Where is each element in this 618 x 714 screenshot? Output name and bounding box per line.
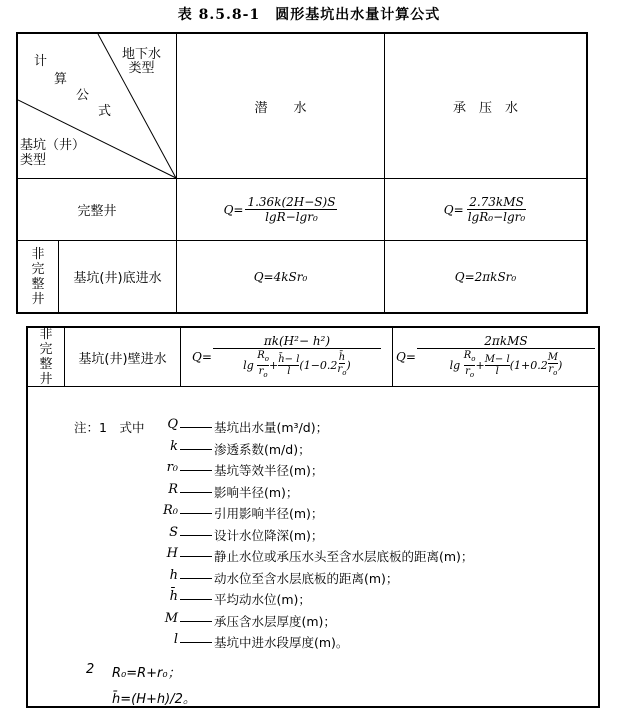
formula-wall-phreatic: Q= πk(H²− h²) lg $R_o$ $r_o$ + h̄− l l (1−0.2 h̄ $r_o$ ) xyxy=(181,328,392,386)
row-wall-inflow: 基坑(井)壁进水 xyxy=(78,351,167,367)
formula-denominator: lgR₀−lgr₀ xyxy=(467,210,526,224)
note-dash xyxy=(180,535,212,536)
note-description: 动水位至含水层底板的距离(m)； xyxy=(214,570,399,586)
row-incomplete-well-label-2 xyxy=(28,328,64,386)
header-calc-2: 算 xyxy=(54,72,68,87)
col-phreatic: 潜 水 xyxy=(254,100,307,116)
note-dash xyxy=(180,427,212,428)
note-dash xyxy=(180,621,212,622)
formula-numerator: 1.36k(2H−S)S xyxy=(247,195,336,209)
note-description: 静止水位或承压水头至含水层底板的距离(m)； xyxy=(214,549,474,564)
col-confined: 承 压 水 xyxy=(452,100,518,116)
note-symbol: r₀ xyxy=(166,460,178,475)
note-description: 基坑中进水段厚度(m)。 xyxy=(214,635,349,650)
incomplete-well-text: 非 完 整 井 xyxy=(39,327,53,387)
formula-numerator: 2πkMS xyxy=(417,334,595,349)
note-symbol: R xyxy=(168,481,178,497)
note-dash xyxy=(180,492,212,493)
note-dash xyxy=(180,513,212,514)
note-symbol: R₀ xyxy=(163,503,178,518)
note-description: 影响半径(m)； xyxy=(214,484,299,500)
row-bottom-inflow: 基坑(井)底进水 xyxy=(73,271,162,286)
formula-bottom-phreatic: Q=4kSr₀ xyxy=(253,269,308,284)
note-symbol: h̄ xyxy=(169,589,178,604)
formula-table-upper xyxy=(16,32,588,314)
row-complete-well: 完整井 xyxy=(77,204,117,219)
note-symbol: Q xyxy=(167,417,178,432)
note-description: 设计水位降深(m)； xyxy=(214,527,324,543)
note-symbol: k xyxy=(170,438,178,454)
note-symbol: M xyxy=(164,610,178,626)
note-symbol: S xyxy=(169,524,178,540)
formula-numerator: 2.73kMS xyxy=(469,195,524,209)
notes-intro: 注：1 式中 xyxy=(74,420,145,435)
note2-line1: R₀=R+r₀； xyxy=(112,666,181,681)
table-title: 表 8.5.8-1 圆形基坑出水量计算公式 xyxy=(177,7,441,23)
header-groundwater-type: 地下水 类型 xyxy=(122,47,162,76)
formula-wall-confined: Q= 2πkMS lg $R_o$ $r_o$ + M− l l (1+0.2 M $r_o$ ) xyxy=(393,328,598,386)
row-incomplete-well-label xyxy=(18,241,58,312)
formula-numerator: πk(H²− h²) xyxy=(213,334,381,349)
header-pit-type: 基坑（井） 类型 xyxy=(20,138,86,168)
note-description: 渗透系数(m/d)； xyxy=(214,441,311,457)
note-dash xyxy=(180,578,212,579)
note2-line2: h̄=(H+h)/2。 xyxy=(112,692,196,707)
formula-denominator: lg $R_o$ $r_o$ + M− l l (1+0.2 M $r_o$ ) xyxy=(449,349,563,379)
note-symbol: H xyxy=(166,546,178,561)
header-calc-4: 式 xyxy=(98,104,112,119)
note-description: 基坑出水量(m³/d)； xyxy=(214,420,329,435)
note2-number: 2 xyxy=(86,662,95,677)
note-dash xyxy=(180,642,212,643)
note-dash xyxy=(180,599,212,600)
note-description: 引用影响半径(m)； xyxy=(214,506,324,521)
note-symbol: l xyxy=(173,632,178,647)
formula-complete-phreatic: Q= $\frac{1.36k(2H-S)S}{\text{lgR−lgr₀}}$ xyxy=(223,195,336,224)
note-description: 平均动水位(m)； xyxy=(214,592,311,607)
header-calc-1: 计 xyxy=(34,54,48,69)
note-dash xyxy=(180,556,212,557)
formula-denominator: lg $R_o$ $r_o$ + h̄− l l (1−0.2 h̄ $r_o$ ) xyxy=(243,349,351,379)
note-symbol: h xyxy=(169,567,178,583)
formula-complete-confined: Q= 2.73kMS lgR₀−lgr₀ xyxy=(443,195,526,224)
note-dash xyxy=(180,470,212,471)
header-calc-3: 公 xyxy=(76,88,90,103)
formula-bottom-confined: Q=2πkSr₀ xyxy=(454,269,517,284)
note-dash xyxy=(180,449,212,450)
incomplete-well-text: 非 完 整 井 xyxy=(31,246,45,307)
formula-table-lower xyxy=(26,326,600,708)
formula-denominator: lgR−lgr₀ xyxy=(265,210,318,224)
note-description: 基坑等效半径(m)； xyxy=(214,463,324,478)
note-description: 承压含水层厚度(m)； xyxy=(214,613,336,629)
